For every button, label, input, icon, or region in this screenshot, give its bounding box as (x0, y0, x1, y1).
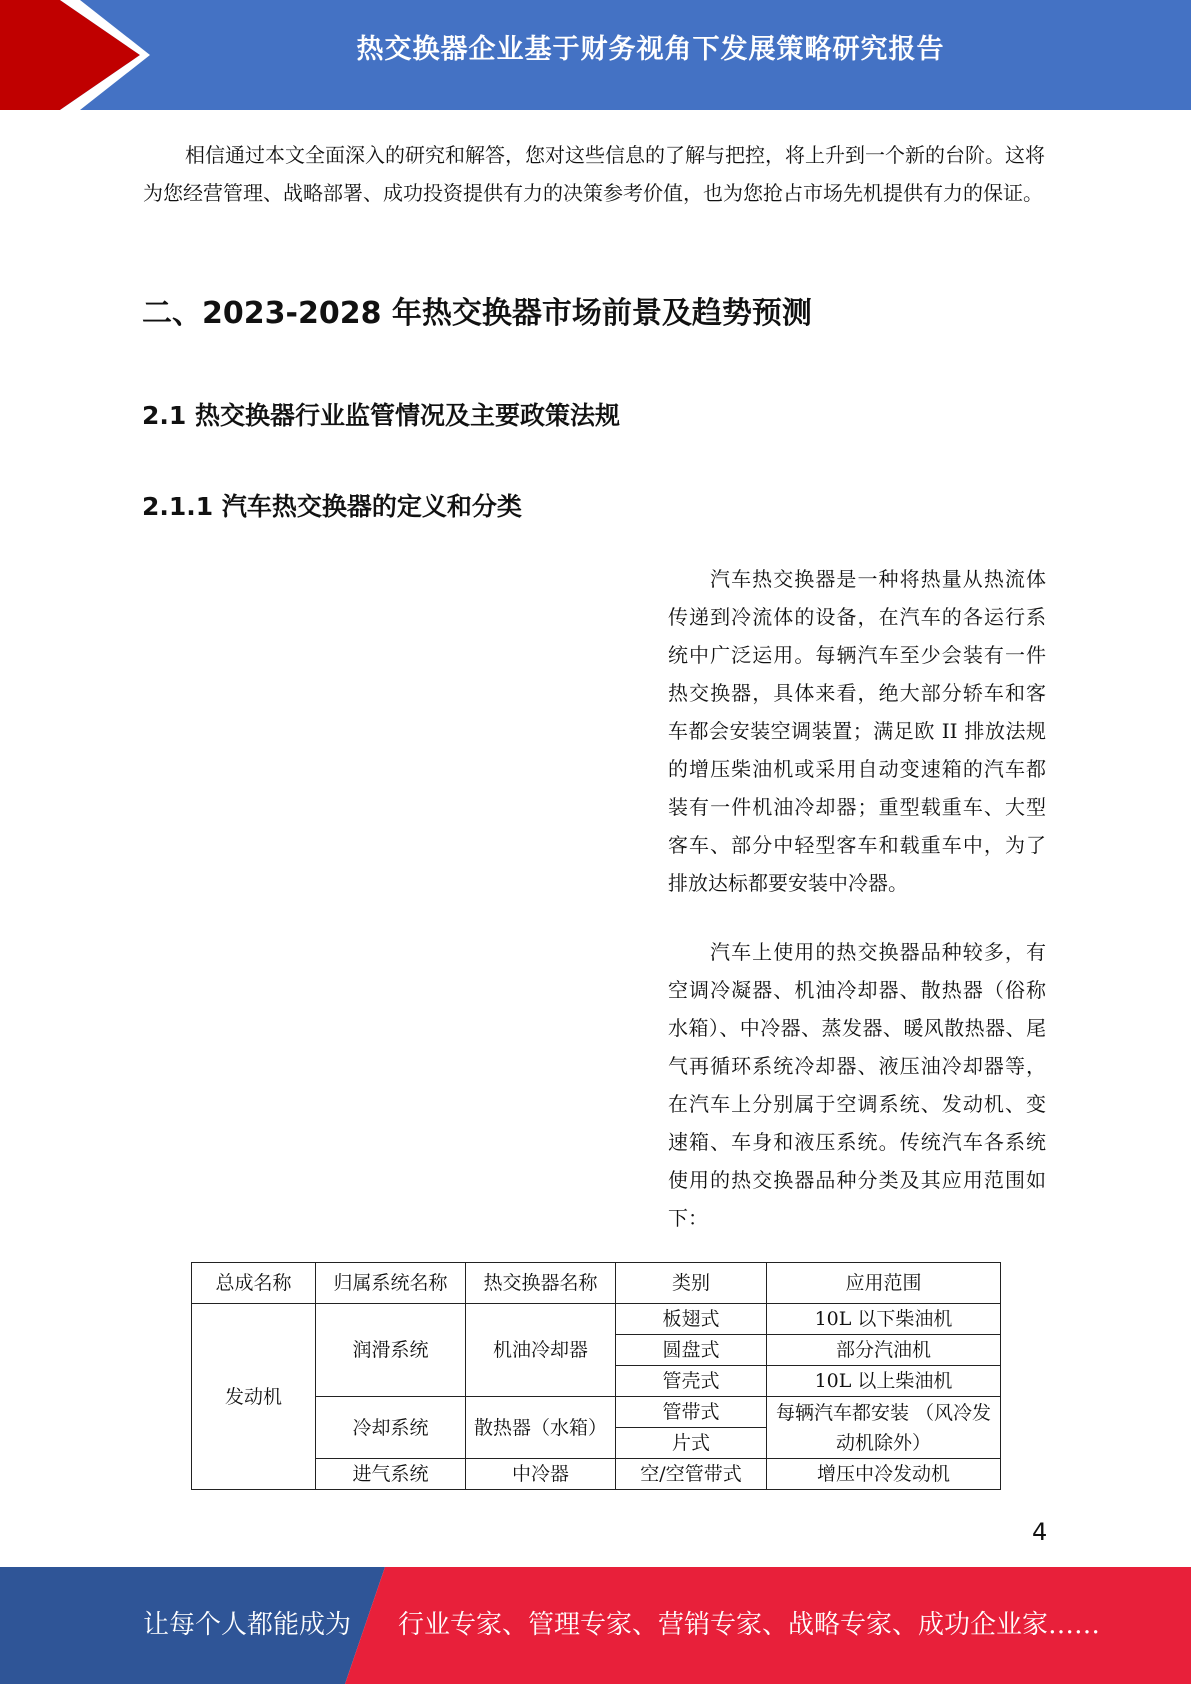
footer-slogan-right: 行业专家、管理专家、营销专家、战略专家、成功企业家…… (398, 1610, 1101, 1640)
table-clip-mask (0, 1494, 1191, 1534)
table-cell-type: 板翅式 (616, 1304, 767, 1335)
page-header (0, 0, 1191, 110)
table-cell-type: 空/空管带式 (616, 1459, 767, 1490)
table-cell-type: 管带式 (616, 1397, 767, 1428)
table-cell-assembly: 发动机 (192, 1304, 316, 1490)
paragraph-classification: 汽车上使用的热交换器品种较多，有空调冷凝器、机油冷却器、散热器（俗称水箱）、中冷器、蒸发器、暖风散热器、尾气再循环系统冷却器、液压油冷却器等，在汽车上分别属于空调系统、发动机、变速箱、车身和液压系统。传统汽车各系统使用的热交换器品种分类及其应用范围如下： (668, 940, 1046, 1230)
header-title: 热交换器企业基于财务视角下发展策略研究报告 (356, 34, 945, 65)
table-cell-exchanger: 机油冷却器 (466, 1304, 616, 1397)
section-title: 二、2023-2028 年热交换器市场前景及趋势预测 (142, 296, 812, 331)
table-cell-type: 圆盘式 (616, 1335, 767, 1366)
table-cell-range: 增压中冷发动机 (767, 1459, 1001, 1490)
table-header: 热交换器名称 (466, 1263, 616, 1304)
table-cell-exchanger: 中冷器 (466, 1459, 616, 1490)
table-cell-type: 管壳式 (616, 1366, 767, 1397)
table-header: 应用范围 (767, 1263, 1001, 1304)
page-footer (0, 1567, 1191, 1684)
table-cell-exchanger: 散热器（水箱） (466, 1397, 616, 1459)
table-cell-range: 10L 以上柴油机 (767, 1366, 1001, 1397)
table-row (192, 1304, 1001, 1335)
heat-exchanger-table (191, 1262, 1001, 1490)
intro-paragraph: 相信通过本文全面深入的研究和解答，您对这些信息的了解与把控，将上升到一个新的台阶。这将为您经营管理、战略部署、成功投资提供有力的决策参考价值，也为您抢占市场先机提供有力的保证。 (143, 143, 1045, 205)
table-cell-range: 10L 以下柴油机 (767, 1304, 1001, 1335)
table-header: 归属系统名称 (316, 1263, 466, 1304)
subsection-title: 2.1 热交换器行业监管情况及主要政策法规 (142, 401, 620, 430)
table-cell-type: 片式 (616, 1428, 767, 1459)
table-cell-system: 冷却系统 (316, 1397, 466, 1459)
paragraph-definition: 汽车热交换器是一种将热量从热流体传递到冷流体的设备，在汽车的各运行系统中广泛运用。每辆汽车至少会装有一件热交换器，具体来看，绝大部分轿车和客车都会安装空调装置；满足欧 II 排放法规的增压柴油机或采用自动变速箱的汽车都装有一件机油冷却器；重型载重车、大型客车、部分中轻型客车和载重车中，为了排放达标都要安装中冷器。 (668, 567, 1046, 895)
table-cell-system: 进气系统 (316, 1459, 466, 1490)
footer-slogan-left: 让每个人都能成为 (143, 1610, 352, 1640)
table-header: 总成名称 (192, 1263, 316, 1304)
page-number: 4 (1032, 1518, 1048, 1546)
table-header: 类别 (616, 1263, 767, 1304)
table-cell-system: 润滑系统 (316, 1304, 466, 1397)
table-header-row (192, 1263, 1001, 1304)
table-cell-range: 部分汽油机 (767, 1335, 1001, 1366)
table-cell-range: 每辆汽车都安装 （风冷发动机除外） (767, 1397, 1001, 1459)
subsubsection-title: 2.1.1 汽车热交换器的定义和分类 (142, 492, 522, 521)
